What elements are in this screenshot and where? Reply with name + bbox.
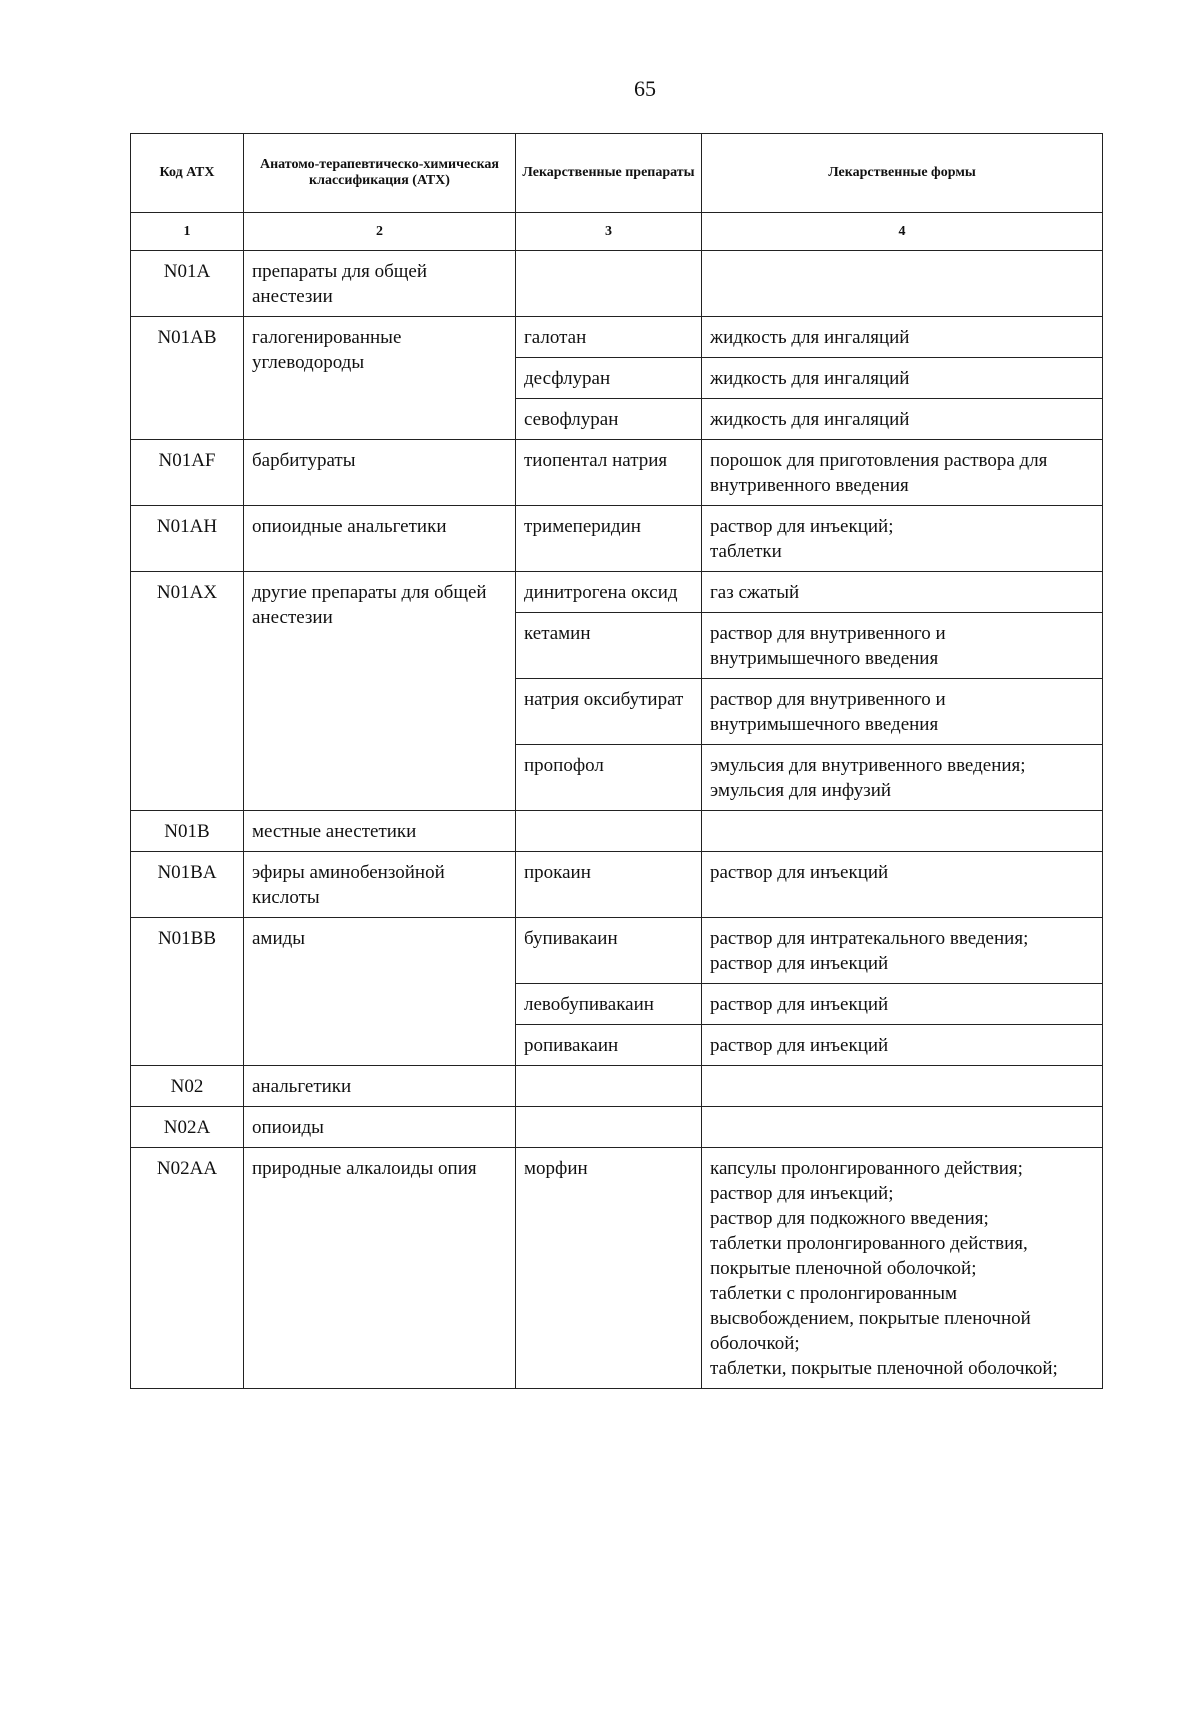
header-forms: Лекарственные формы [702,134,1103,213]
atx-code-cell: N01BA [131,852,244,918]
dosage-form: раствор для внутривенного и внутримышечного введения [710,689,946,735]
table-row [131,506,1103,572]
dosage-form: эмульсия для внутривенного введения; [710,755,1026,776]
dosage-form: таблетки [710,541,782,562]
dosage-form: раствор для инъекций; [710,516,894,537]
dosage-forms-cell [702,745,1103,811]
dosage-form: эмульсия для инфузий [710,780,892,801]
table-row [131,918,1103,984]
atx-classification-cell: местные анестетики [244,811,516,852]
dosage-forms-cell [702,506,1103,572]
dosage-form: раствор для инъекций [710,953,889,974]
table-row [131,251,1103,317]
page-number: 65 [634,76,656,101]
dosage-forms-cell [702,613,1103,679]
atx-code-cell: N02A [131,1107,244,1148]
dosage-forms-cell [702,811,1103,852]
atx-code-cell: N01BB [131,918,244,1066]
column-number: 4 [702,213,1103,251]
atx-code-cell: N01A [131,251,244,317]
atx-classification-cell: амиды [244,918,516,1066]
dosage-form: жидкость для ингаляций [710,409,910,430]
dosage-forms-cell [702,1148,1103,1389]
dosage-form: раствор для инъекций [710,994,889,1015]
header-drugs: Лекарственные препараты [516,134,702,213]
drug-name-cell: пропофол [516,745,702,811]
dosage-form: капсулы пролонгированного действия; [710,1158,1023,1179]
column-number-row [131,213,1103,251]
dosage-form: таблетки с пролонгированным высвобождением, покрытые пленочной оболочкой; [710,1283,1031,1354]
atx-classification-cell: опиоиды [244,1107,516,1148]
atx-code-cell: N01AX [131,572,244,811]
drug-name-cell: бупивакаин [516,918,702,984]
dosage-forms-cell [702,679,1103,745]
atx-classification-cell: анальгетики [244,1066,516,1107]
atx-code-cell: N01B [131,811,244,852]
header-code: Код АТХ [131,134,244,213]
atx-classification-cell: галогенированные углеводороды [244,317,516,440]
drug-name-cell: ропивакаин [516,1025,702,1066]
atx-classification-cell: опиоидные анальгетики [244,506,516,572]
dosage-form: раствор для внутривенного и внутримышечного введения [710,623,946,669]
drug-name-cell: динитрогена оксид [516,572,702,613]
table-body [131,251,1103,1389]
dosage-forms-cell [702,317,1103,358]
drug-name-cell [516,1107,702,1148]
atx-code-cell: N02 [131,1066,244,1107]
dosage-form: порошок для приготовления раствора для внутривенного введения [710,450,1048,496]
dosage-forms-cell [702,984,1103,1025]
table-row [131,852,1103,918]
table-row [131,572,1103,613]
drug-name-cell: десфлуран [516,358,702,399]
dosage-form: газ сжатый [710,582,800,603]
drug-name-cell: натрия оксибутират [516,679,702,745]
table-row [131,1107,1103,1148]
drug-name-cell [516,251,702,317]
column-number: 3 [516,213,702,251]
table-row [131,317,1103,358]
dosage-form: раствор для подкожного введения; [710,1208,989,1229]
header-classification: Анатомо-терапевтическо-химическая классификация (АТХ) [244,134,516,213]
atx-classification-cell: природные алкалоиды опия [244,1148,516,1389]
atx-classification-cell: другие препараты для общей анестезии [244,572,516,811]
table-row [131,1066,1103,1107]
drug-name-cell: прокаин [516,852,702,918]
drug-name-cell [516,811,702,852]
dosage-form: раствор для инъекций [710,862,889,883]
atx-classification-cell: барбитураты [244,440,516,506]
drug-name-cell: севофлуран [516,399,702,440]
dosage-form: раствор для интратекального введения; [710,928,1029,949]
dosage-form: раствор для инъекций [710,1035,889,1056]
dosage-form: жидкость для ингаляций [710,327,910,348]
dosage-form: таблетки, покрытые пленочной оболочкой; [710,1358,1058,1379]
dosage-form: раствор для инъекций; [710,1183,894,1204]
table-row [131,1148,1103,1389]
dosage-forms-cell [702,1025,1103,1066]
dosage-forms-cell [702,918,1103,984]
drug-name-cell: левобупивакаин [516,984,702,1025]
drug-name-cell: тримеперидин [516,506,702,572]
dosage-forms-cell [702,1107,1103,1148]
atx-code-cell: N01AF [131,440,244,506]
dosage-forms-cell [702,852,1103,918]
atx-code-cell: N01AH [131,506,244,572]
dosage-forms-cell [702,358,1103,399]
atx-classification-cell: эфиры аминобензойной кислоты [244,852,516,918]
table-row [131,440,1103,506]
dosage-forms-cell [702,572,1103,613]
drug-name-cell: галотан [516,317,702,358]
column-number: 1 [131,213,244,251]
dosage-form: жидкость для ингаляций [710,368,910,389]
dosage-form: таблетки пролонгированного действия, покрытые пленочной оболочкой; [710,1233,1028,1279]
atx-classification-cell: препараты для общей анестезии [244,251,516,317]
atx-table [130,133,1103,1389]
dosage-forms-cell [702,440,1103,506]
dosage-forms-cell [702,399,1103,440]
header-row [131,134,1103,213]
dosage-forms-cell [702,1066,1103,1107]
dosage-forms-cell [702,251,1103,317]
drug-name-cell: морфин [516,1148,702,1389]
table-row [131,811,1103,852]
atx-code-cell: N01AB [131,317,244,440]
column-number: 2 [244,213,516,251]
drug-name-cell [516,1066,702,1107]
drug-name-cell: кетамин [516,613,702,679]
atx-code-cell: N02AA [131,1148,244,1389]
drug-name-cell: тиопентал натрия [516,440,702,506]
